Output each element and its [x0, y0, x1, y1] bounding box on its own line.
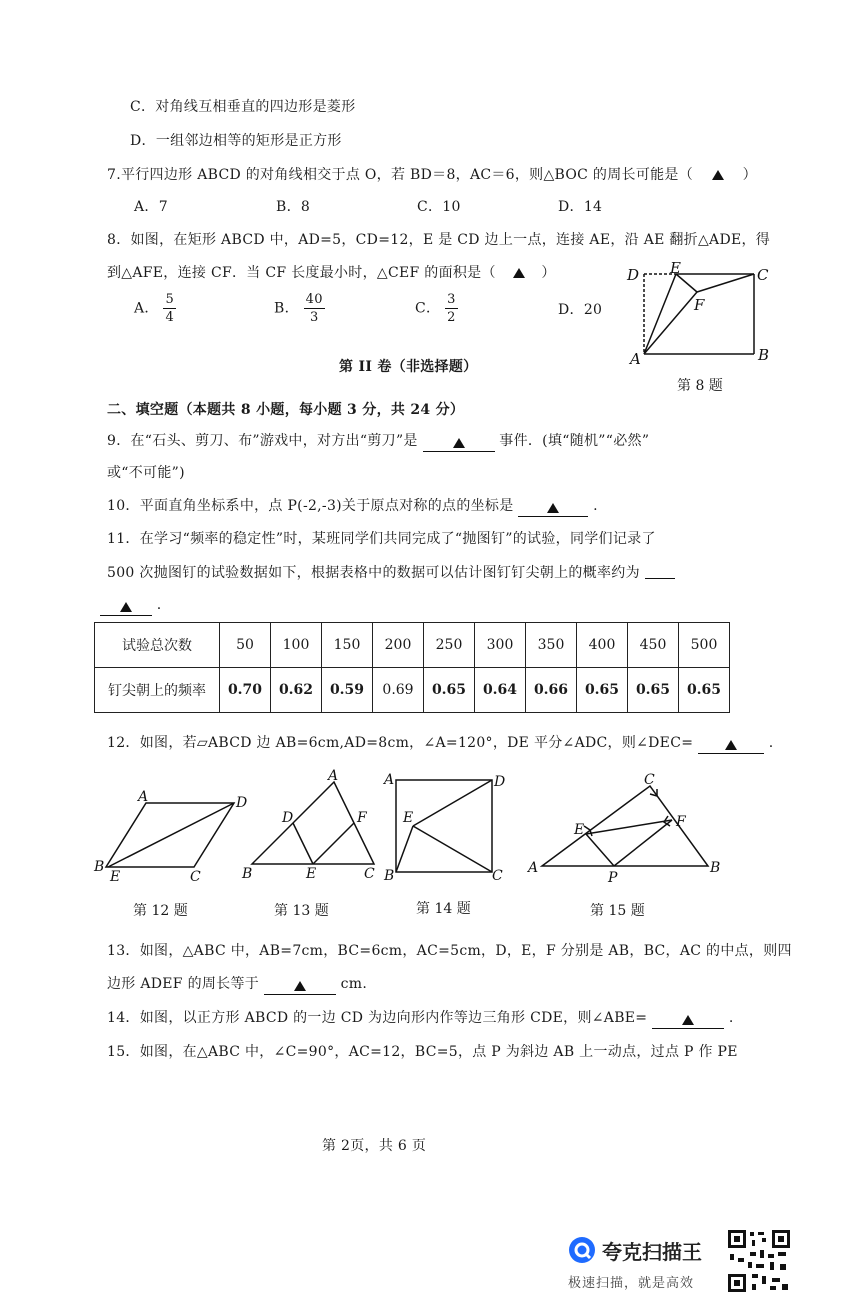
answer-blank-start: [645, 562, 675, 579]
label-e: E: [670, 262, 681, 277]
answer-triangle-icon: [547, 503, 559, 513]
q7-option-d: D．14: [558, 199, 603, 215]
answer-triangle-icon: [682, 1015, 694, 1025]
question-9-line1: [107, 430, 649, 452]
question-14-text: 14．如图，以正方形 ABCD 的一边 CD 为边向形内作等边三角形 CDE，则∠ABE=: [107, 1010, 648, 1026]
table-cell: 0.70: [220, 668, 271, 713]
q8-option-a: [134, 291, 176, 326]
q8-option-b: [274, 291, 325, 326]
label-c: C: [190, 869, 201, 885]
option-label: B．: [274, 300, 299, 317]
question-11-text: 500 次抛图钉的试验数据如下，根据表格中的数据可以估计图钉钉尖朝上的概率约为: [107, 565, 640, 581]
option-label: A．: [134, 300, 159, 317]
figure-13: [238, 768, 388, 884]
table-cell: 200: [373, 623, 424, 668]
question-13-text: 边形 ADEF 的周长等于: [107, 976, 260, 992]
label-a: A: [630, 350, 641, 368]
denominator: 4: [165, 310, 175, 325]
triangle-abc: [252, 782, 374, 864]
segment-eb: [396, 826, 413, 872]
fraction: [163, 291, 176, 326]
table-cell: 300: [475, 623, 526, 668]
q8-option-d: D．20: [558, 302, 603, 318]
table-cell: 0.62: [271, 668, 322, 713]
scanner-brand: 夸克扫描王: [602, 1240, 702, 1264]
answer-triangle-icon: [453, 438, 465, 448]
label-a: A: [138, 789, 149, 805]
label-f: F: [694, 296, 705, 314]
answer-triangle-icon: [725, 740, 737, 750]
question-10-end: .: [593, 498, 598, 514]
figure-13-caption: 第 13 题: [274, 903, 329, 919]
question-12: [107, 732, 774, 754]
question-12-end: .: [768, 735, 774, 751]
segment-de: [293, 823, 313, 864]
section-title: 第 II 卷（非选择题）: [339, 359, 478, 375]
question-12-text: 12．如图，若▱ABCD 边 AB=6cm,AD=8cm，∠A=120°，DE 平分∠ADC，则∠DEC=: [107, 735, 694, 751]
table-cell: 250: [424, 623, 475, 668]
figure-8-caption: 第 8 题: [677, 378, 723, 394]
question-13-end: cm.: [340, 976, 368, 992]
answer-blank: [423, 435, 495, 452]
figure-14-caption: 第 14 题: [416, 901, 471, 917]
table-cell: 500: [679, 623, 730, 668]
label-b: B: [242, 866, 253, 882]
question-9-text: 9．在“石头、剪刀、布”游戏中，对方出“剪刀”是: [107, 433, 418, 449]
label-c: C: [644, 772, 655, 788]
figure-12-caption: 第 12 题: [133, 903, 188, 919]
q7-option-a: A．7: [134, 199, 168, 215]
table-header-label: 试验总次数: [95, 623, 220, 668]
question-11-line2: [107, 562, 675, 582]
label-a: A: [528, 860, 539, 876]
table-cell: 450: [628, 623, 679, 668]
question-9-line2: 或“不可能”): [107, 465, 185, 481]
table-cell: 0.69: [373, 668, 424, 713]
table-cell: 0.65: [628, 668, 679, 713]
label-c: C: [492, 868, 503, 884]
question-11-line3: [100, 597, 162, 616]
fraction: [445, 291, 458, 326]
segment-de: [108, 803, 234, 867]
square-abcd: [396, 780, 492, 872]
question-11-line1: 11．在学习“频率的稳定性”时，某班同学们共同完成了“抛图钉”的试验，同学们记录了: [107, 531, 656, 547]
answer-blank: [518, 500, 588, 517]
figure-14: [380, 770, 510, 884]
segment-ec: [413, 826, 492, 872]
segment-af: [644, 292, 697, 354]
table-cell: 100: [271, 623, 322, 668]
question-10: [107, 495, 598, 517]
table-cell: 150: [322, 623, 373, 668]
scanner-logo-icon: [568, 1236, 596, 1264]
table-cell: 350: [526, 623, 577, 668]
label-b: B: [710, 860, 721, 876]
table-cell: 400: [577, 623, 628, 668]
answer-blank: [264, 978, 336, 995]
answer-blank: [100, 599, 152, 616]
label-c: C: [757, 266, 769, 284]
question-11-end: .: [156, 597, 162, 613]
question-8-text: 到△AFE，连接 CF．当 CF 长度最小时，△CEF 的面积是（: [107, 265, 496, 281]
table-cell: 0.65: [577, 668, 628, 713]
numerator: 40: [305, 292, 323, 307]
label-d: D: [627, 266, 640, 284]
answer-blank: [652, 1012, 724, 1029]
option-d-q6: D．一组邻边相等的矩形是正方形: [130, 133, 342, 149]
label-c: C: [364, 866, 375, 882]
figure-8: [622, 262, 772, 368]
part-2-heading: 二、填空题（本题共 8 小题，每小题 3 分，共 24 分）: [107, 402, 465, 418]
q7-option-c: C．10: [417, 199, 461, 215]
segment-ef: [313, 823, 354, 864]
numerator: 5: [165, 292, 175, 307]
table-cell: 0.66: [526, 668, 577, 713]
question-7-text: 7.平行四边形 ABCD 的对角线相交于点 O，若 BD＝8，AC＝6，则△BOC 的周长可能是（: [107, 167, 694, 183]
question-14-end: .: [728, 1010, 734, 1026]
label-e: E: [403, 810, 414, 826]
label-b: B: [384, 868, 395, 884]
scanner-slogan: 极速扫描，就是高效: [568, 1276, 695, 1291]
answer-triangle-icon: [712, 170, 724, 180]
question-13-line2: [107, 973, 367, 995]
question-7-end: ）: [742, 167, 757, 183]
label-b: B: [94, 859, 105, 875]
figure-12: [90, 785, 260, 885]
label-a: A: [384, 772, 395, 788]
question-8-line1: 8．如图，在矩形 ABCD 中，AD=5，CD=12，E 是 CD 边上一点，连接 AE，沿 AE 翻折△ADE，得: [107, 232, 771, 248]
page-number: 第 2页，共 6 页: [322, 1138, 427, 1154]
question-14: [107, 1007, 734, 1029]
segment-ae: [644, 274, 676, 354]
figure-15-caption: 第 15 题: [590, 903, 645, 919]
label-p: P: [608, 870, 618, 884]
label-d: D: [282, 810, 294, 826]
figure-15: [522, 772, 728, 884]
segment-ep: [586, 834, 614, 866]
label-b: B: [758, 346, 770, 364]
option-label: C．: [415, 300, 441, 317]
q8-option-c: [415, 291, 458, 326]
table-cell: 0.65: [424, 668, 475, 713]
label-f: F: [357, 810, 367, 826]
fraction: [304, 291, 325, 326]
qr-code-icon: [726, 1228, 792, 1294]
table-cell: 0.65: [679, 668, 730, 713]
question-10-text: 10．平面直角坐标系中，点 P(-2,-3)关于原点对称的点的坐标是: [107, 498, 514, 514]
segment-pf: [614, 820, 672, 866]
label-d: D: [236, 795, 248, 811]
table-cell: 50: [220, 623, 271, 668]
table-row-label: 钉尖朝上的频率: [95, 668, 220, 713]
table-row-counts: [95, 623, 730, 668]
table-cell: 0.59: [322, 668, 373, 713]
label-e: E: [574, 822, 585, 838]
question-8-end: ）: [541, 265, 556, 281]
answer-triangle-icon: [294, 981, 306, 991]
numerator: 3: [447, 292, 456, 307]
answer-triangle-icon: [120, 602, 132, 612]
question-9-tail: 事件．(填“随机”“必然”: [499, 433, 650, 449]
answer-blank: [698, 737, 764, 754]
segment-fc: [697, 274, 754, 292]
question-8-line2: [107, 262, 556, 282]
denominator: 2: [447, 310, 456, 325]
segment-de: [413, 780, 492, 826]
table-cell: 0.64: [475, 668, 526, 713]
answer-triangle-icon: [513, 268, 525, 278]
label-e: E: [306, 866, 317, 882]
label-f: F: [676, 814, 686, 830]
question-7: [107, 164, 757, 184]
denominator: 3: [309, 310, 319, 325]
option-c-q6: C．对角线互相垂直的四边形是菱形: [130, 99, 356, 115]
table-row-freqs: [95, 668, 730, 713]
label-a: A: [328, 768, 339, 784]
question-13-line1: 13．如图，△ABC 中，AB=7cm，BC=6cm，AC=5cm，D，E，F 分别是 AB，BC，AC 的中点，则四: [107, 943, 792, 959]
segment-ef: [586, 820, 672, 834]
question-15: 15．如图，在△ABC 中，∠C=90°，AC=12，BC=5，点 P 为斜边 AB 上一动点，过点 P 作 PE: [107, 1044, 738, 1060]
q7-option-b: B．8: [276, 199, 311, 215]
frequency-table: [94, 622, 730, 713]
label-d: D: [494, 774, 506, 790]
label-e: E: [110, 869, 121, 885]
